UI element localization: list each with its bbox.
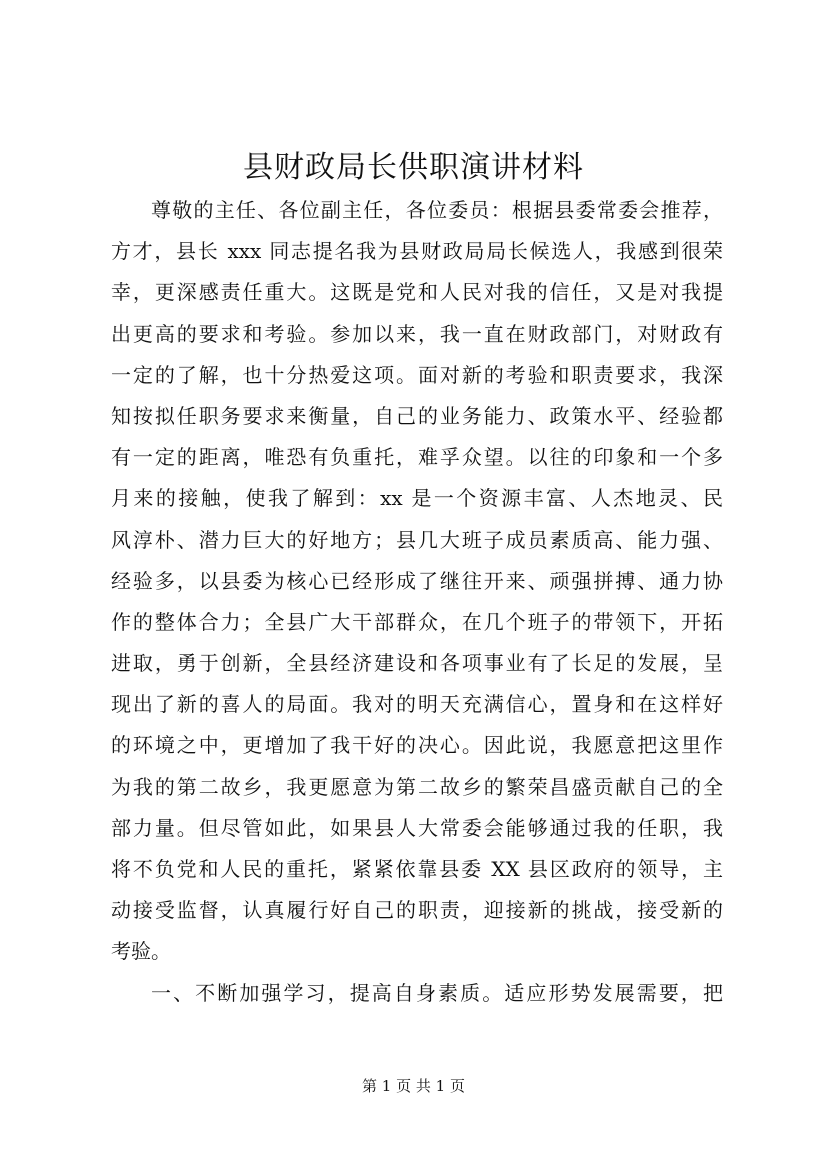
text-line: 尊敬的主任、各位副主任，各位委员：根据县委常委会推荐，: [151, 198, 723, 222]
text-line: 风淳朴、潜力巨大的好地方；县几大班子成员素质高、能力强、: [111, 527, 723, 552]
page-footer: 第 1 页 共 1 页: [362, 1077, 465, 1095]
text-line: 现出了新的喜人的局面。我对的明天充满信心，置身和在这样好: [111, 692, 723, 717]
text-line: 出更高的要求和考验。参加以来，我一直在财政部门，对财政有: [111, 321, 723, 346]
text-line: 一、不断加强学习，提高自身素质。适应形势发展需要，把: [151, 980, 723, 1005]
document-body: [111, 190, 723, 1014]
text-line: 将不负党和人民的重托，紧紧依靠县委 XX 县区政府的领导，主: [111, 857, 723, 881]
text-line: 一定的了解，也十分热爱这项。面对新的考验和职责要求，我深: [111, 362, 723, 387]
text-line: 月来的接触，使我了解到：xx 是一个资源丰富、人杰地灵、民: [111, 486, 723, 511]
document-title: 县财政局长供职演讲材料: [243, 150, 584, 185]
text-line: 动接受监督，认真履行好自己的职责，迎接新的挑战，接受新的: [111, 898, 723, 923]
text-line: 知按拟任职务要求来衡量，自己的业务能力、政策水平、经验都: [111, 403, 723, 428]
text-line: 进取，勇于创新，全县经济建设和各项事业有了长足的发展，呈: [111, 651, 723, 676]
text-line: 作的整体合力；全县广大干部群众，在几个班子的带领下，开拓: [111, 609, 723, 634]
text-line: 为我的第二故乡，我更愿意为第二故乡的繁荣昌盛贡献自己的全: [111, 774, 723, 799]
text-line: 有一定的距离，唯恐有负重托，难孚众望。以往的印象和一个多: [111, 445, 723, 470]
text-line: 部力量。但尽管如此，如果县人大常委会能够通过我的任职，我: [111, 815, 723, 840]
text-line: 的环境之中，更增加了我干好的决心。因此说，我愿意把这里作: [111, 733, 723, 758]
text-line: 方才，县长 xxx 同志提名我为县财政局局长候选人，我感到很荣: [111, 239, 723, 264]
text-line: 幸，更深感责任重大。这既是党和人民对我的信任，又是对我提: [111, 280, 723, 305]
text-line: 经验多，以县委为核心已经形成了继往开来、顽强拼搏、通力协: [111, 568, 723, 593]
text-line: 考验。: [111, 939, 171, 964]
